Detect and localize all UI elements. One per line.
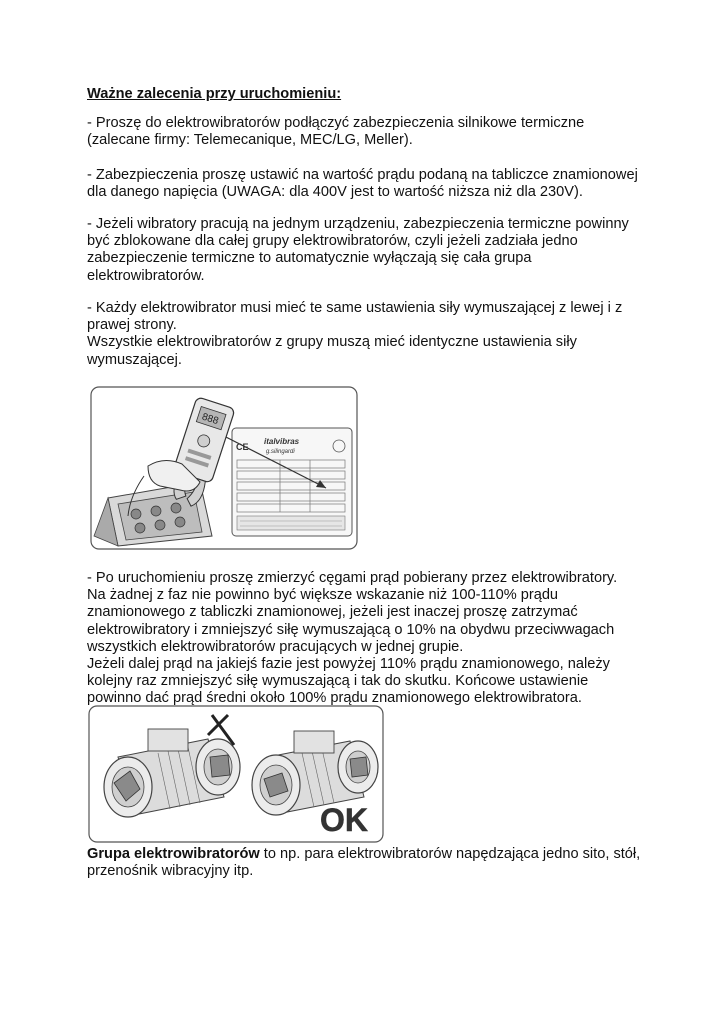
paragraph-group-lock: [87, 216, 647, 285]
counterweight-illustration: [88, 705, 384, 843]
paragraph-line: powinno dać prąd średni około 100% prądu znamionowego elektrowibratora.: [87, 690, 582, 707]
paragraph-line: - Zabezpieczenia proszę ustawić na wartość prądu podaną na tabliczce znamionowej: [87, 167, 638, 183]
paragraph-line: elektrowibratory i zmniejszyć siłę wymuszającą o 10% na obydwu przeciwwagach: [87, 621, 615, 638]
clamp-meter-illustration: [90, 386, 358, 550]
paragraph-line: - Jeżeli wibratory pracują na jednym urządzeniu, zabezpieczenia termiczne powinny: [87, 216, 629, 232]
paragraph-line: elektrowibratorów.: [87, 267, 205, 284]
paragraph-line: Jeżeli dalej prąd na jakiejś fazie jest powyżej 110% prądu znamionowego, należy: [87, 656, 610, 673]
paragraph-line: przenośnik wibracyjny itp.: [87, 863, 254, 880]
paragraph-measurement: [87, 570, 647, 708]
nameplate: [232, 428, 352, 536]
paragraph-line: to np. para elektrowibratorów napędzająca jedno sito, stół,: [259, 846, 641, 862]
paragraph-line: Wszystkie elektrowibratorów z grupy muszą mieć identyczne ustawienia siły: [87, 334, 577, 351]
meter-display-readout: 888: [200, 411, 220, 428]
paragraph-thermal-protection: [87, 115, 647, 149]
paragraph-line: prawej strony.: [87, 317, 177, 334]
paragraph-line: - Po uruchomieniu proszę zmierzyć cęgami prąd pobierany przez elektrowibratory.: [87, 570, 618, 586]
nameplate-ce-mark: CE: [236, 442, 249, 452]
paragraph-line: Na żadnej z faz nie powinno być większe wskazanie niż 100-110% prądu: [87, 587, 559, 604]
paragraph-force-settings: [87, 300, 647, 369]
paragraph-line: - Każdy elektrowibrator musi mieć te same ustawienia siły wymuszającej z lewej i z: [87, 300, 623, 316]
paragraph-line: dla danego napięcia (UWAGA: dla 400V jest to wartość niższa niż dla 230V).: [87, 184, 583, 201]
paragraph-group-definition: [87, 846, 647, 880]
ok-label: OK: [320, 802, 368, 838]
paragraph-line: (zalecane firmy: Telemecanique, MEC/LG, Meller).: [87, 132, 413, 149]
figure-counterweight-settings: [88, 705, 384, 843]
paragraph-line: kolejny raz zmniejszyć siłę wymuszającą i tak do skutku. Końcowe ustawienie: [87, 673, 589, 690]
paragraph-line: być zblokowane dla całej grupy elektrowibratorów, czyli jeżeli zadziała jedno: [87, 233, 578, 250]
paragraph-line: znamionowego z tabliczki znamionowej, jeżeli jest inaczej proszę zatrzymać: [87, 604, 578, 621]
paragraph-line: - Proszę do elektrowibratorów podłączyć zabezpieczenia silnikowe termiczne: [87, 115, 585, 131]
paragraph-line: wszystkich elektrowibratorów pracujących w jednej grupie.: [87, 638, 464, 655]
group-term: Grupa elektrowibratorów: [87, 846, 260, 862]
paragraph-current-setting: [87, 167, 647, 201]
document-heading: Ważne zalecenia przy uruchomieniu:: [87, 86, 342, 102]
nameplate-brand: italvibras: [264, 437, 300, 446]
nameplate-brand-sub: g.silingardi: [266, 449, 295, 455]
paragraph-line: zabezpieczenie termiczne to automatycznie wyłączają się cała grupa: [87, 250, 532, 267]
paragraph-line: wymuszającej.: [87, 351, 182, 368]
figure-clamp-meter: [90, 386, 358, 550]
